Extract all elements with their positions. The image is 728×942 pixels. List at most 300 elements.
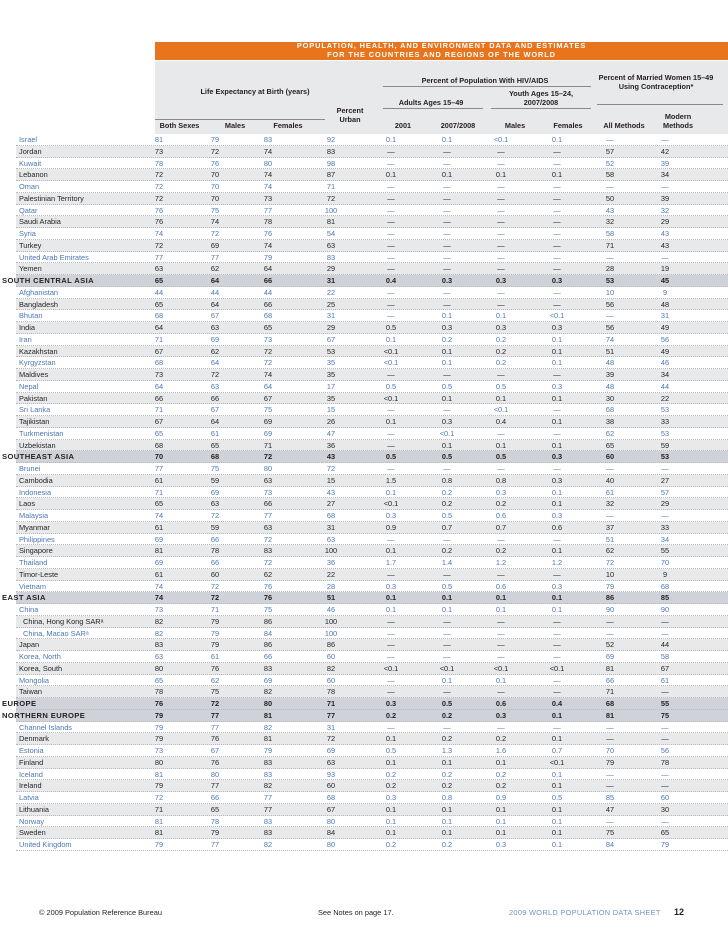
cell-all-methods: 68 [605, 405, 615, 415]
cell-modern-methods: 60 [660, 793, 670, 802]
cell-hiv-2007: — [443, 722, 451, 732]
col-modern-methods: Modern Methods [663, 112, 693, 130]
cell-percent-urban: 60 [326, 652, 336, 661]
table-row [16, 475, 728, 487]
cell-percent-urban: 80 [326, 816, 336, 826]
cell-hiv-2007: — [443, 687, 451, 697]
cell-hiv-2001: 0.1 [385, 170, 397, 180]
table-row [16, 299, 728, 311]
cell-all-methods: 50 [605, 193, 615, 203]
cell-hiv-2001: — [387, 569, 395, 579]
cell-all-methods: 56 [605, 323, 615, 332]
cell-percent-urban: 87 [326, 170, 336, 180]
cell-hiv-2007: — [443, 229, 451, 238]
cell-percent-urban: 71 [326, 182, 336, 191]
table-row [16, 252, 728, 264]
cell-males: 72 [210, 511, 220, 520]
cell-hiv-2007: 0.1 [441, 170, 453, 180]
cell-all-methods: 51 [605, 534, 615, 544]
cell-modern-methods: 61 [660, 675, 670, 685]
row-name: Kyrgyzstan [19, 358, 56, 368]
cell-both-sexes: 76 [154, 217, 164, 227]
row-name: Myanmar [19, 522, 50, 532]
cell-modern-methods: 33 [660, 417, 670, 426]
cell-hiv-2007: 0.5 [441, 581, 453, 591]
cell-all-methods: 75 [605, 828, 615, 838]
row-name: Finland [19, 757, 44, 767]
cell-females: 62 [263, 569, 273, 579]
region-row [2, 710, 728, 722]
cell-youth-males: 0.2 [495, 781, 507, 791]
cell-percent-urban: 84 [326, 828, 336, 838]
row-name: Afghanistan [19, 287, 59, 297]
cell-males: 79 [210, 640, 220, 650]
cell-youth-females: — [553, 405, 561, 415]
cell-males: 69 [210, 334, 220, 344]
header-rule-adults [383, 108, 483, 109]
cell-percent-urban: 81 [326, 217, 336, 227]
header-hiv-title: Percent of Population With HIV/AIDS [421, 76, 549, 85]
col-both-sexes: Both Sexes [159, 121, 200, 130]
cell-youth-males: — [497, 628, 505, 638]
cell-youth-males: 0.4 [495, 417, 507, 426]
row-name: Taiwan [19, 687, 43, 697]
cell-youth-males: 0.5 [495, 452, 507, 462]
row-name: Mongolia [19, 675, 49, 685]
cell-youth-females: — [553, 182, 561, 191]
cell-hiv-2001: — [387, 264, 395, 274]
cell-females: 63 [263, 475, 273, 485]
cell-modern-methods: 39 [660, 158, 670, 168]
cell-both-sexes: 79 [154, 722, 164, 732]
row-name: Philippines [19, 534, 55, 544]
table-row [16, 792, 728, 804]
cell-all-methods: 62 [605, 546, 615, 556]
cell-youth-females: 0.3 [551, 452, 563, 462]
cell-hiv-2001: 0.3 [385, 699, 397, 708]
cell-youth-females: 0.1 [551, 734, 563, 744]
cell-males: 66 [210, 534, 220, 544]
cell-youth-males: — [497, 217, 505, 227]
cell-youth-females: — [553, 287, 561, 297]
row-name: China, Macao SARᵃ [23, 628, 89, 638]
cell-hiv-2001: 0.2 [385, 769, 397, 779]
row-name: Laos [19, 499, 36, 509]
cell-hiv-2001: — [387, 217, 395, 227]
header-adults: Adults Ages 15–49 [398, 98, 464, 107]
cell-males: 72 [210, 146, 220, 156]
cell-both-sexes: 71 [154, 804, 164, 814]
cell-percent-urban: 86 [326, 640, 336, 650]
table-row [16, 416, 728, 428]
cell-males: 76 [210, 734, 220, 744]
row-name: Thailand [19, 558, 48, 567]
col-2001: 2001 [394, 121, 412, 130]
cell-females: 69 [263, 428, 273, 438]
cell-hiv-2001: — [387, 182, 395, 191]
cell-modern-methods: — [661, 135, 669, 144]
cell-males: 66 [210, 393, 220, 403]
row-name: Maldives [19, 370, 49, 379]
cell-youth-females: 0.1 [551, 334, 563, 344]
cell-both-sexes: 81 [154, 828, 164, 838]
cell-percent-urban: 25 [326, 299, 336, 309]
cell-hiv-2007: 0.1 [441, 675, 453, 685]
cell-percent-urban: 29 [326, 264, 336, 274]
cell-all-methods: 68 [605, 699, 615, 708]
cell-males: 64 [210, 276, 220, 285]
cell-youth-females: 0.3 [551, 475, 563, 485]
cell-youth-females: — [553, 240, 561, 250]
cell-modern-methods: — [661, 816, 669, 826]
cell-youth-males: — [497, 182, 505, 191]
cell-both-sexes: 72 [154, 240, 164, 250]
cell-hiv-2001: 0.5 [385, 381, 397, 391]
cell-hiv-2001: 0.1 [385, 605, 397, 614]
cell-females: 69 [263, 417, 273, 426]
cell-youth-males: — [497, 193, 505, 203]
cell-all-methods: 74 [605, 334, 615, 344]
cell-modern-methods: 56 [660, 746, 670, 755]
cell-males: 77 [210, 840, 220, 849]
row-name: Korea, South [19, 663, 63, 673]
cell-both-sexes: 64 [154, 381, 164, 391]
cell-percent-urban: 36 [326, 440, 336, 450]
cell-youth-females: — [553, 428, 561, 438]
cell-hiv-2007: — [443, 370, 451, 379]
cell-hiv-2007: — [443, 182, 451, 191]
cell-hiv-2001: 0.5 [385, 323, 397, 332]
cell-hiv-2007: — [443, 264, 451, 274]
header-rule-hiv [383, 86, 591, 87]
cell-males: 80 [210, 769, 220, 779]
cell-modern-methods: 45 [660, 276, 670, 285]
row-name: Indonesia [19, 487, 52, 497]
cell-both-sexes: 65 [154, 428, 164, 438]
table-row [16, 827, 728, 839]
row-name: NORTHERN EUROPE [2, 710, 86, 720]
cell-females: 83 [263, 663, 273, 673]
cell-females: 76 [263, 229, 273, 238]
cell-youth-males: 1.2 [495, 558, 507, 567]
cell-females: 80 [263, 464, 273, 473]
row-name: Qatar [19, 205, 38, 215]
cell-youth-males: — [497, 464, 505, 473]
cell-both-sexes: 64 [154, 323, 164, 332]
cell-modern-methods: 75 [660, 710, 670, 720]
region-row [2, 275, 728, 287]
cell-hiv-2007: — [443, 205, 451, 215]
cell-youth-males: 0.2 [495, 769, 507, 779]
cell-both-sexes: 82 [154, 616, 164, 626]
cell-all-methods: 72 [605, 558, 615, 567]
cell-hiv-2007: 0.1 [441, 358, 453, 368]
cell-youth-males: — [497, 146, 505, 156]
cell-percent-urban: 28 [326, 581, 336, 591]
table-row [16, 134, 728, 146]
cell-percent-urban: 77 [326, 710, 336, 720]
cell-males: 75 [210, 464, 220, 473]
row-name: Turkmenistan [19, 428, 64, 438]
banner-line-1: POPULATION, HEALTH, AND ENVIRONMENT DATA AND ESTIMATES [296, 41, 587, 50]
table-row [16, 769, 728, 781]
cell-both-sexes: 74 [154, 581, 164, 591]
cell-females: 72 [263, 534, 273, 544]
table-header [155, 61, 728, 134]
cell-females: 74 [263, 240, 273, 250]
cell-hiv-2007: 0.8 [441, 793, 453, 802]
cell-both-sexes: 71 [154, 405, 164, 415]
cell-percent-urban: 26 [326, 417, 336, 426]
cell-males: 64 [210, 299, 220, 309]
cell-all-methods: — [606, 616, 614, 626]
cell-females: 77 [263, 793, 273, 802]
table-row [16, 440, 728, 452]
cell-youth-males: <0.1 [493, 135, 509, 144]
cell-hiv-2007: 0.5 [441, 452, 453, 462]
cell-both-sexes: 65 [154, 675, 164, 685]
cell-hiv-2001: 0.3 [385, 581, 397, 591]
cell-youth-males: — [497, 158, 505, 168]
cell-modern-methods: 49 [660, 323, 670, 332]
cell-youth-females: — [553, 464, 561, 473]
table-row [16, 581, 728, 593]
cell-males: 63 [210, 381, 220, 391]
row-name: Kazakhstan [19, 346, 58, 356]
cell-both-sexes: 80 [154, 757, 164, 767]
cell-males: 79 [210, 135, 220, 144]
cell-both-sexes: 61 [154, 475, 164, 485]
cell-hiv-2007: — [443, 616, 451, 626]
cell-hiv-2001: — [387, 287, 395, 297]
table-row [16, 216, 728, 228]
cell-modern-methods: 44 [660, 640, 670, 650]
table-row [16, 357, 728, 369]
cell-modern-methods: 43 [660, 240, 670, 250]
cell-youth-females: — [553, 205, 561, 215]
table-row [16, 569, 728, 581]
cell-both-sexes: 82 [154, 628, 164, 638]
cell-all-methods: 85 [605, 793, 615, 802]
cell-all-methods: 84 [605, 840, 615, 849]
cell-percent-urban: 68 [326, 511, 336, 520]
table-row [16, 616, 728, 628]
cell-youth-females: 0.1 [551, 769, 563, 779]
cell-males: 65 [210, 440, 220, 450]
cell-modern-methods: 78 [660, 757, 670, 767]
cell-all-methods: 71 [605, 240, 615, 250]
cell-females: 82 [263, 840, 273, 849]
cell-females: 86 [263, 616, 273, 626]
cell-hiv-2001: — [387, 687, 395, 697]
cell-all-methods: 48 [605, 358, 615, 368]
cell-hiv-2001: 0.3 [385, 511, 397, 520]
cell-hiv-2001: 0.1 [385, 417, 397, 426]
row-name: Turkey [19, 240, 42, 250]
cell-youth-females: 0.3 [551, 381, 563, 391]
cell-hiv-2001: <0.1 [383, 499, 399, 509]
cell-females: 82 [263, 687, 273, 697]
cell-males: 67 [210, 746, 220, 755]
cell-all-methods: 61 [605, 487, 615, 497]
row-name: Oman [19, 182, 40, 191]
cell-modern-methods: 53 [660, 405, 670, 415]
table-row [16, 722, 728, 734]
cell-hiv-2007: — [443, 464, 451, 473]
row-name: Lebanon [19, 170, 48, 180]
cell-hiv-2001: — [387, 428, 395, 438]
cell-females: 86 [263, 640, 273, 650]
cell-hiv-2001: 0.3 [385, 793, 397, 802]
row-name: Latvia [19, 793, 39, 802]
table-row [16, 804, 728, 816]
cell-both-sexes: 67 [154, 346, 164, 356]
cell-males: 70 [210, 193, 220, 203]
cell-modern-methods: 55 [660, 546, 670, 556]
cell-youth-males: 0.2 [495, 358, 507, 368]
cell-all-methods: 10 [605, 287, 615, 297]
table-row [16, 733, 728, 745]
cell-youth-males: 0.3 [495, 710, 507, 720]
cell-both-sexes: 68 [154, 440, 164, 450]
cell-modern-methods: — [661, 464, 669, 473]
row-name: Bangladesh [19, 299, 59, 309]
cell-hiv-2007: — [443, 652, 451, 661]
table-row [16, 146, 728, 158]
cell-youth-males: — [497, 299, 505, 309]
cell-both-sexes: 77 [154, 464, 164, 473]
cell-hiv-2001: 0.4 [385, 276, 397, 285]
cell-hiv-2001: 0.1 [385, 546, 397, 556]
cell-percent-urban: 93 [326, 769, 336, 779]
cell-percent-urban: 54 [326, 229, 336, 238]
cell-males: 64 [210, 358, 220, 368]
cell-males: 70 [210, 170, 220, 180]
cell-hiv-2007: 0.1 [441, 135, 453, 144]
cell-both-sexes: 81 [154, 769, 164, 779]
cell-youth-males: 0.1 [495, 311, 507, 321]
cell-hiv-2007: 0.1 [441, 593, 453, 603]
cell-both-sexes: 71 [154, 487, 164, 497]
cell-both-sexes: 79 [154, 734, 164, 744]
cell-all-methods: — [606, 816, 614, 826]
cell-both-sexes: 73 [154, 605, 164, 614]
cell-hiv-2007: 0.1 [441, 311, 453, 321]
cell-all-methods: 38 [605, 417, 615, 426]
cell-youth-females: 0.1 [551, 358, 563, 368]
cell-all-methods: 81 [605, 710, 615, 720]
cell-all-methods: — [606, 628, 614, 638]
cell-hiv-2001: 0.5 [385, 452, 397, 462]
cell-modern-methods: — [661, 616, 669, 626]
row-name: SOUTH CENTRAL ASIA [2, 276, 94, 285]
row-name: SOUTHEAST ASIA [2, 452, 75, 462]
cell-percent-urban: 17 [326, 381, 336, 391]
table-row [16, 545, 728, 557]
row-name: Yemen [19, 264, 42, 274]
row-name: Pakistan [19, 393, 48, 403]
row-name: China, Hong Kong SARᵃ [23, 616, 104, 626]
data-table-body [2, 134, 728, 851]
cell-females: 64 [263, 264, 273, 274]
cell-all-methods: 58 [605, 170, 615, 180]
cell-all-methods: 52 [605, 158, 615, 168]
cell-modern-methods: 56 [660, 334, 670, 344]
cell-all-methods: 60 [605, 452, 615, 462]
cell-females: 73 [263, 193, 273, 203]
row-name: China [19, 605, 39, 614]
cell-hiv-2007: 1.4 [441, 558, 453, 567]
cell-hiv-2007: 0.1 [441, 393, 453, 403]
cell-males: 62 [210, 346, 220, 356]
row-name: Israel [19, 135, 38, 144]
cell-hiv-2001: 0.5 [385, 746, 397, 755]
table-row [16, 428, 728, 440]
cell-hiv-2001: — [387, 205, 395, 215]
cell-hiv-2001: — [387, 628, 395, 638]
cell-youth-males: 0.3 [495, 840, 507, 849]
cell-percent-urban: 22 [326, 287, 336, 297]
table-row [16, 158, 728, 170]
cell-youth-males: 0.2 [495, 734, 507, 744]
table-row [16, 663, 728, 675]
cell-modern-methods: — [661, 252, 669, 262]
cell-youth-females: 0.1 [551, 499, 563, 509]
row-name: Malaysia [19, 511, 49, 520]
table-row [16, 745, 728, 757]
row-name: Japan [19, 640, 40, 650]
footer-page-number: 12 [674, 907, 685, 917]
cell-hiv-2001: 0.1 [385, 487, 397, 497]
cell-females: 66 [263, 276, 273, 285]
cell-modern-methods: 29 [660, 217, 670, 227]
cell-percent-urban: 29 [326, 323, 336, 332]
cell-hiv-2007: — [443, 640, 451, 650]
row-name: EAST ASIA [2, 593, 46, 603]
cell-males: 77 [210, 252, 220, 262]
cell-youth-females: 1.2 [551, 558, 563, 567]
cell-youth-females: — [553, 370, 561, 379]
banner-line-2: FOR THE COUNTRIES AND REGIONS OF THE WORLD [327, 49, 556, 59]
cell-both-sexes: 81 [154, 546, 164, 556]
cell-modern-methods: — [661, 722, 669, 732]
cell-males: 61 [210, 428, 220, 438]
table-row [16, 346, 728, 358]
cell-hiv-2007: — [443, 193, 451, 203]
cell-percent-urban: 60 [326, 781, 336, 791]
cell-hiv-2007: 0.2 [441, 487, 453, 497]
cell-modern-methods: 53 [660, 428, 670, 438]
cell-percent-urban: 71 [326, 699, 336, 708]
cell-youth-males: — [497, 205, 505, 215]
table-row [16, 675, 728, 687]
cell-youth-males: 0.2 [495, 499, 507, 509]
cell-youth-males: 0.2 [495, 334, 507, 344]
cell-females: 79 [263, 746, 273, 755]
cell-all-methods: — [606, 769, 614, 779]
cell-youth-males: 0.5 [495, 381, 507, 391]
cell-hiv-2007: — [443, 405, 451, 415]
cell-both-sexes: 80 [154, 663, 164, 673]
cell-hiv-2001: 0.1 [385, 828, 397, 838]
cell-youth-males: — [497, 252, 505, 262]
cell-hiv-2007: — [443, 146, 451, 156]
table-row [16, 816, 728, 828]
col-youth-females: Females [553, 121, 583, 130]
cell-males: 60 [210, 569, 220, 579]
cell-females: 76 [263, 581, 273, 591]
cell-males: 78 [210, 546, 220, 556]
